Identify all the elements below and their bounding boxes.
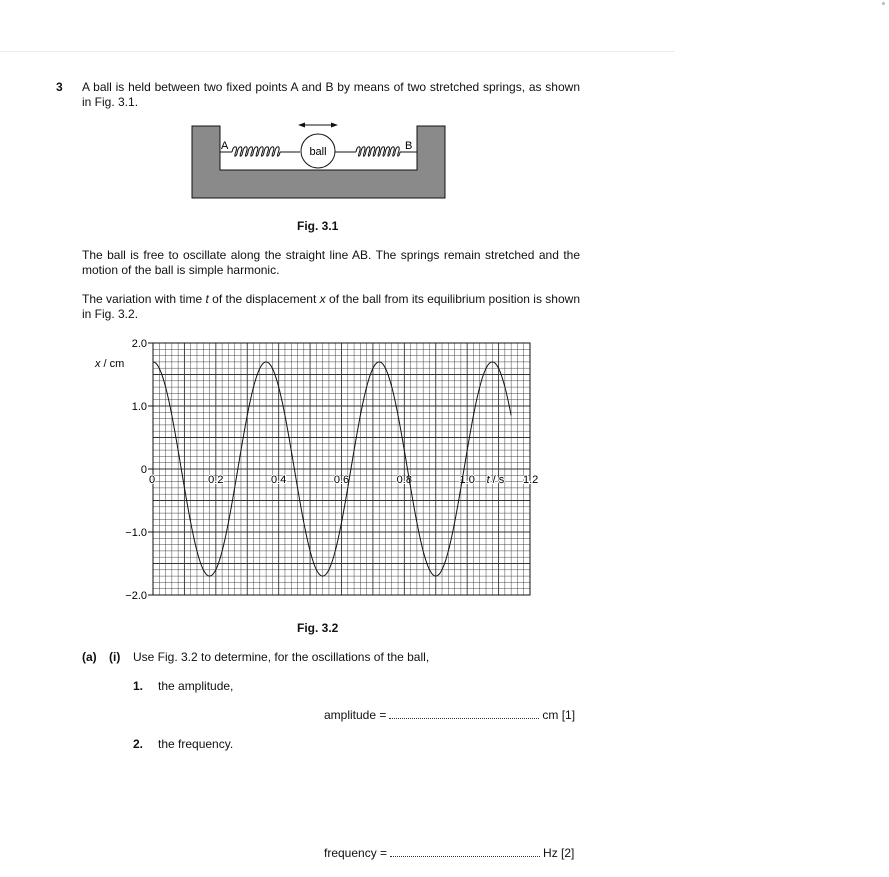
x-tick-label: 0.4 [271,474,287,486]
x-tick-label: 0.8 [396,474,412,486]
y-axis-label: x / cm [95,358,125,370]
y-tick-label: 1.0 [131,401,147,413]
fig-3-1-caption: Fig. 3.1 [297,219,339,233]
frequency-answer-line [324,846,574,860]
x-axis-label: t / s [486,474,505,486]
question-para-2: The ball is free to oscillate along the straight line AB. The springs remain stretched and the motion of the ball is simple harmonic. [82,248,580,277]
y-tick-label: 2.0 [131,338,147,350]
x-tick-label: 1.0 [459,474,475,486]
item-2-text: the frequency. [158,737,234,751]
x-tick-label: 0 [149,474,156,486]
x-tick-label: 0.2 [208,474,224,486]
amplitude-answer-line [324,708,575,722]
x-tick-label: 0.6 [333,474,350,486]
ball-label: ball [309,146,327,158]
graph-grid [153,343,530,595]
part-a-instruction: Use Fig. 3.2 to determine, for the oscillations of the ball, [133,650,430,664]
graph-ticks [148,343,156,595]
question-intro: A ball is held between two fixed points A and B by means of two stretched springs, as shown in Fig. 3.1. [82,80,580,109]
frequency-answer-field[interactable] [390,847,540,857]
frequency-label: frequency = [324,846,388,860]
part-a-label: (a) [82,650,97,664]
frequency-unit: Hz [2] [543,846,575,860]
amplitude-answer-field[interactable] [389,709,539,719]
question-para-3: The variation with time t of the displacement x of the ball from its equilibrium position is shown in Fig. 3.2. [82,292,580,321]
item-1-number: 1. [133,679,144,693]
part-i-label: (i) [109,650,121,664]
amplitude-unit: cm [1] [542,708,576,722]
amplitude-label: amplitude = [324,708,387,722]
label-a: A [221,140,229,152]
y-tick-label: −1.0 [125,527,147,539]
item-2-number: 2. [133,737,144,751]
item-1-text: the amplitude, [158,679,234,693]
label-b: B [405,140,413,152]
y-tick-label: 0 [140,464,147,476]
fig-3-2-caption: Fig. 3.2 [297,621,339,635]
y-tick-label: −2.0 [125,590,147,602]
question-number: 3 [56,80,63,94]
x-tick-label: 1.2 [523,474,539,486]
